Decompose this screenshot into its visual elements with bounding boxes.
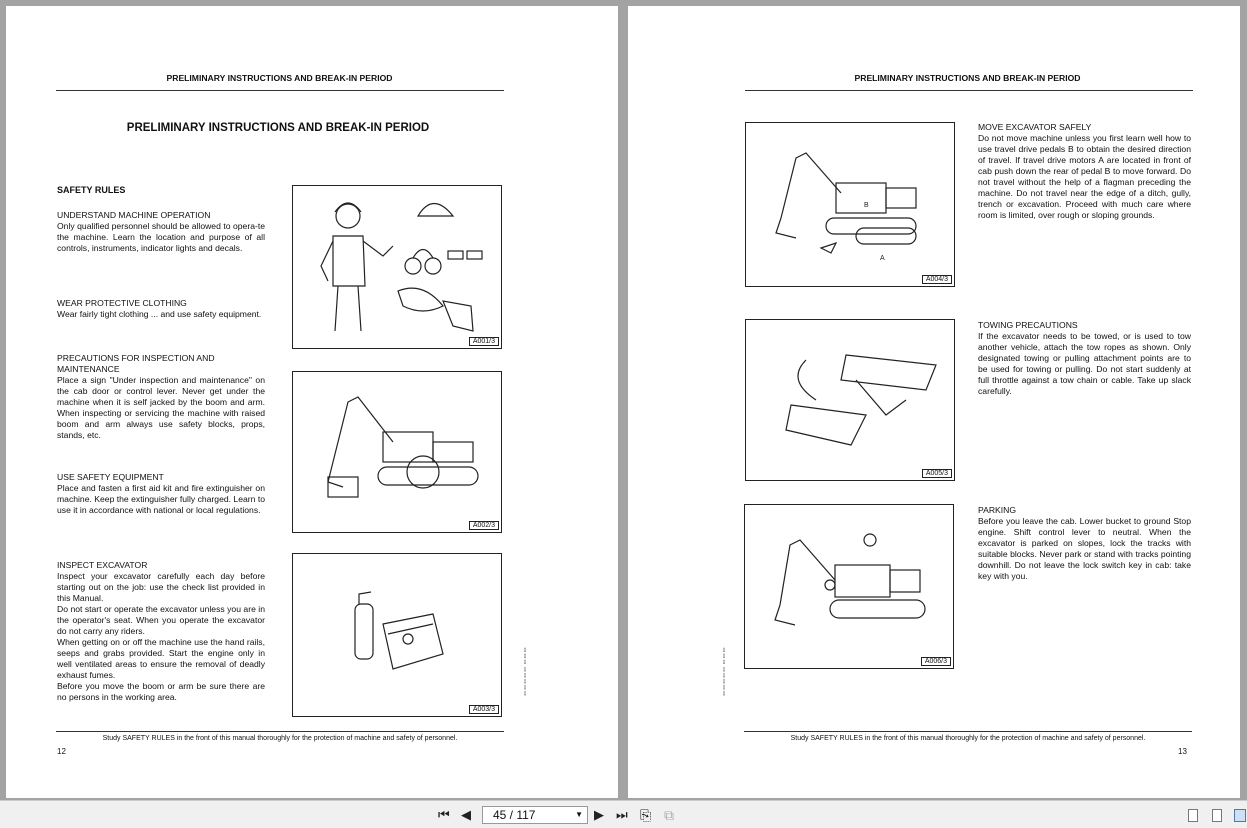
- tracks-tow-rope-illustration: [746, 320, 954, 480]
- two-page-view-icon[interactable]: [1234, 809, 1246, 822]
- header-rule: [745, 90, 1193, 91]
- footer-note: Study SAFETY RULES in the front of this manual thoroughly for the protection of machine and safety of personnel.: [102, 735, 458, 742]
- section-protective-clothing: [57, 298, 265, 320]
- section-parking: [978, 505, 1191, 582]
- section-heading: WEAR PROTECTIVE CLOTHING: [57, 298, 187, 308]
- next-page-button[interactable]: ▶: [594, 807, 604, 822]
- section-safety-equipment: [57, 472, 265, 516]
- worker-illustration: [293, 186, 501, 348]
- section-body: Do not move machine unless you first learn well how to use travel drive pedals B to obtain the desired direction of travel. If travel drive motors A are located in front of cab push down the rear of pedal B to move forward. Do not travel without the help of a flagman preceding the machine. Do not travel near the edge of a ditch, gully, trench or excavation. Proceed with much care where room is limited, over rough or sloping grounds.: [978, 133, 1191, 220]
- header-rule: [56, 90, 504, 91]
- label-b: B: [864, 202, 869, 209]
- figure-label: A001/3: [469, 337, 499, 346]
- previous-page-button[interactable]: ◀: [461, 807, 471, 822]
- section-heading: PRECAUTIONS FOR INSPECTION AND MAINTENANCE: [57, 353, 215, 374]
- section-towing: [978, 320, 1191, 397]
- figure-travel-pedals: [745, 122, 955, 287]
- section-heading: UNDERSTAND MACHINE OPERATION: [57, 210, 211, 220]
- safety-rules-heading: SAFETY RULES: [57, 185, 126, 195]
- page-number: 12: [57, 747, 66, 756]
- section-inspection-maintenance: [57, 353, 265, 441]
- figure-label: A003/3: [469, 705, 499, 714]
- running-header: PRELIMINARY INSTRUCTIONS AND BREAK-IN PERIOD: [854, 73, 1081, 83]
- figure-under-inspection: [292, 371, 502, 533]
- parked-excavator-illustration: [745, 505, 953, 668]
- first-page-button[interactable]: ⏮: [438, 807, 450, 822]
- single-page-view-icon[interactable]: [1188, 809, 1198, 822]
- section-body: Wear fairly tight clothing ... and use safety equipment.: [57, 309, 262, 319]
- figure-first-aid: [292, 553, 502, 717]
- page-title: PRELIMINARY INSTRUCTIONS AND BREAK-IN PERIOD: [126, 122, 430, 134]
- pdf-navigation-toolbar: [0, 800, 1247, 828]
- figure-label: A006/3: [921, 657, 951, 666]
- page-number-input[interactable]: [482, 806, 588, 824]
- section-move-excavator: [978, 122, 1191, 221]
- section-body: Only qualified personnel should be allowed to opera-te the machine. Learn the location and purpose of all controls, instruments, indicator lights and decals.: [57, 221, 265, 253]
- copy-page-icon[interactable]: ⧉: [664, 807, 674, 823]
- side-print-code: ▯▯▯▯▯ ▯▯▯: [522, 646, 528, 696]
- page-number: 13: [1178, 747, 1187, 756]
- footer-rule: [744, 731, 1192, 732]
- page-13: [628, 6, 1240, 798]
- figure-parking: [744, 504, 954, 669]
- figure-towing: [745, 319, 955, 481]
- section-understand-machine: [57, 210, 265, 254]
- excavator-travel-illustration: [746, 123, 954, 286]
- section-inspect-excavator: [57, 560, 265, 703]
- section-heading: TOWING PRECAUTIONS: [978, 320, 1078, 330]
- section-heading: INSPECT EXCAVATOR: [57, 560, 148, 570]
- page-12: [6, 6, 618, 798]
- section-body: Inspect your excavator carefully each day before starting out on the job: use the check list provided in this Manual. Do not start or operate the excavator unless you are in the operator's seat. When you operate the excavator do not carry any riders. When getting on or off the machine use the hand rails, seeps and grabs provided. Start the engine only in well ventilated areas to ensure the removal of deadly exhaust fumes. Before you move the boom or arm be sure there are no persons in the working area.: [57, 571, 265, 702]
- section-body: Place and fasten a first aid kit and fire extinguisher on machine. Keep the extinguisher fully charged. Learn to use it in accordance with national or local regulations.: [57, 483, 265, 515]
- section-body: Before you leave the cab. Lower bucket to ground Stop engine. Shift control lever to neutral. When the excavator is parked on slopes, lock the tracks with suitable blocks. Never park or stand with tracks pointing downhill. Do not leave the lock switch key in cab: take key with you.: [978, 516, 1191, 581]
- figure-label: A005/3: [922, 469, 952, 478]
- chevron-down-icon[interactable]: ▼: [575, 810, 583, 819]
- footer-rule: [56, 731, 504, 732]
- section-heading: PARKING: [978, 505, 1017, 515]
- excavator-illustration: [293, 372, 501, 532]
- figure-protective-equipment: [292, 185, 502, 349]
- footer-note: Study SAFETY RULES in the front of this manual thoroughly for the protection of machine and safety of personnel.: [790, 735, 1146, 742]
- page-display: 45 / 117: [493, 808, 536, 822]
- section-body: Place a sign "Under inspection and maintenance" on the cab door or control lever. Never get under the machine when it is self jacked by the boom and arm. When inspecting or servicing the machine with raised boom and arm always use safety blocks, props, stands, etc.: [57, 375, 265, 440]
- extinguisher-kit-illustration: [293, 554, 501, 716]
- running-header: PRELIMINARY INSTRUCTIONS AND BREAK-IN PERIOD: [166, 73, 393, 83]
- side-print-code: ▯▯▯▯▯ ▯▯▯: [721, 646, 727, 696]
- section-heading: MOVE EXCAVATOR SAFELY: [978, 122, 1092, 132]
- section-heading: USE SAFETY EQUIPMENT: [57, 472, 164, 482]
- section-body: If the excavator needs to be towed, or is used to tow another vehicle, attach the tow ropes as shown. Only designated towing or pulling attachment points are to be used for towing or pulling. Do not start suddenly at full throttle against a tow chain or cable. Take up slack carefully.: [978, 331, 1191, 396]
- figure-label: A004/3: [922, 275, 952, 284]
- continuous-view-icon[interactable]: [1212, 809, 1222, 822]
- rotate-page-icon[interactable]: ⎘: [640, 807, 652, 823]
- label-a: A: [880, 255, 885, 262]
- figure-label: A002/3: [469, 521, 499, 530]
- last-page-button[interactable]: ⏭: [616, 807, 628, 822]
